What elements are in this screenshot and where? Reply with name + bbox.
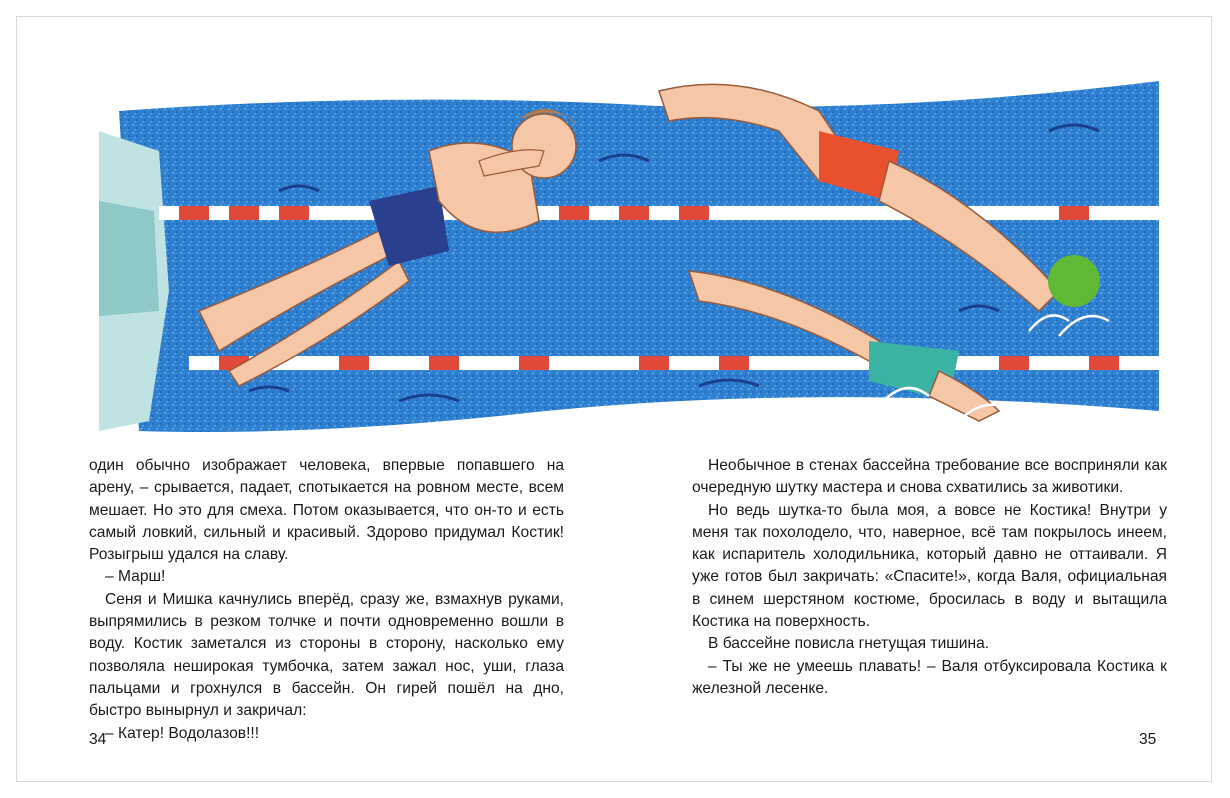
- paragraph: В бассейне повисла гнетущая тишина.: [708, 635, 990, 653]
- paragraph: Но ведь шутка-то была моя, а вовсе не Костика! Внутри у меня так похолодело, что, наверное, всё там покрылось инеем, как испаритель холодильника, который давно не оттаивали. Я уже готов был закричать: «Спасите!», когда Валя, официальная в синем шерстяном костюме, бросилась в воду и вытащила Костика на поверхность.: [692, 501, 1167, 631]
- paragraph: – Марш!: [105, 568, 166, 586]
- paragraph: один обычно изображает человека, впервые попавшего на арену, – срывается, падает, спотыкается на ровном месте, всем мешает. Но это для смеха. Потом оказывается, что он-то и есть самый ловкий, сильный и красивый. Здорово придумал Костик! Розыгрыш удался на славу.: [89, 457, 564, 564]
- left-page-text: [89, 455, 564, 745]
- page-number-left: 34: [89, 731, 107, 748]
- lane-rope-bottom: [189, 356, 1159, 370]
- page-number-right: 35: [1139, 731, 1157, 748]
- paragraph: Необычное в стенах бассейна требование все восприняли как очередную шутку мастера и снова схватились за животики.: [692, 457, 1167, 497]
- paragraph: Сеня и Мишка качнулись вперёд, сразу же, взмахнув руками, выпрямились в резком толчке и почти одновременно вошли в воду. Костик заметался из стороны в сторону, насколько ему позволяла неширокая тумбочка, затем зажал нос, уши, глаза пальцами и грохнулся в бассейн. Он гирей пошёл на дно, быстро вынырнул и закричал:: [89, 590, 564, 720]
- lane-rope-top: [159, 206, 1159, 220]
- paragraph: – Ты же не умеешь плавать! – Валя отбуксировала Костика к железной лесенке.: [692, 657, 1167, 697]
- right-page-text: [692, 455, 1167, 700]
- book-spread: [16, 16, 1212, 782]
- swimming-pool-illustration: [99, 51, 1163, 447]
- paragraph: – Катер! Водолазов!!!: [105, 724, 260, 742]
